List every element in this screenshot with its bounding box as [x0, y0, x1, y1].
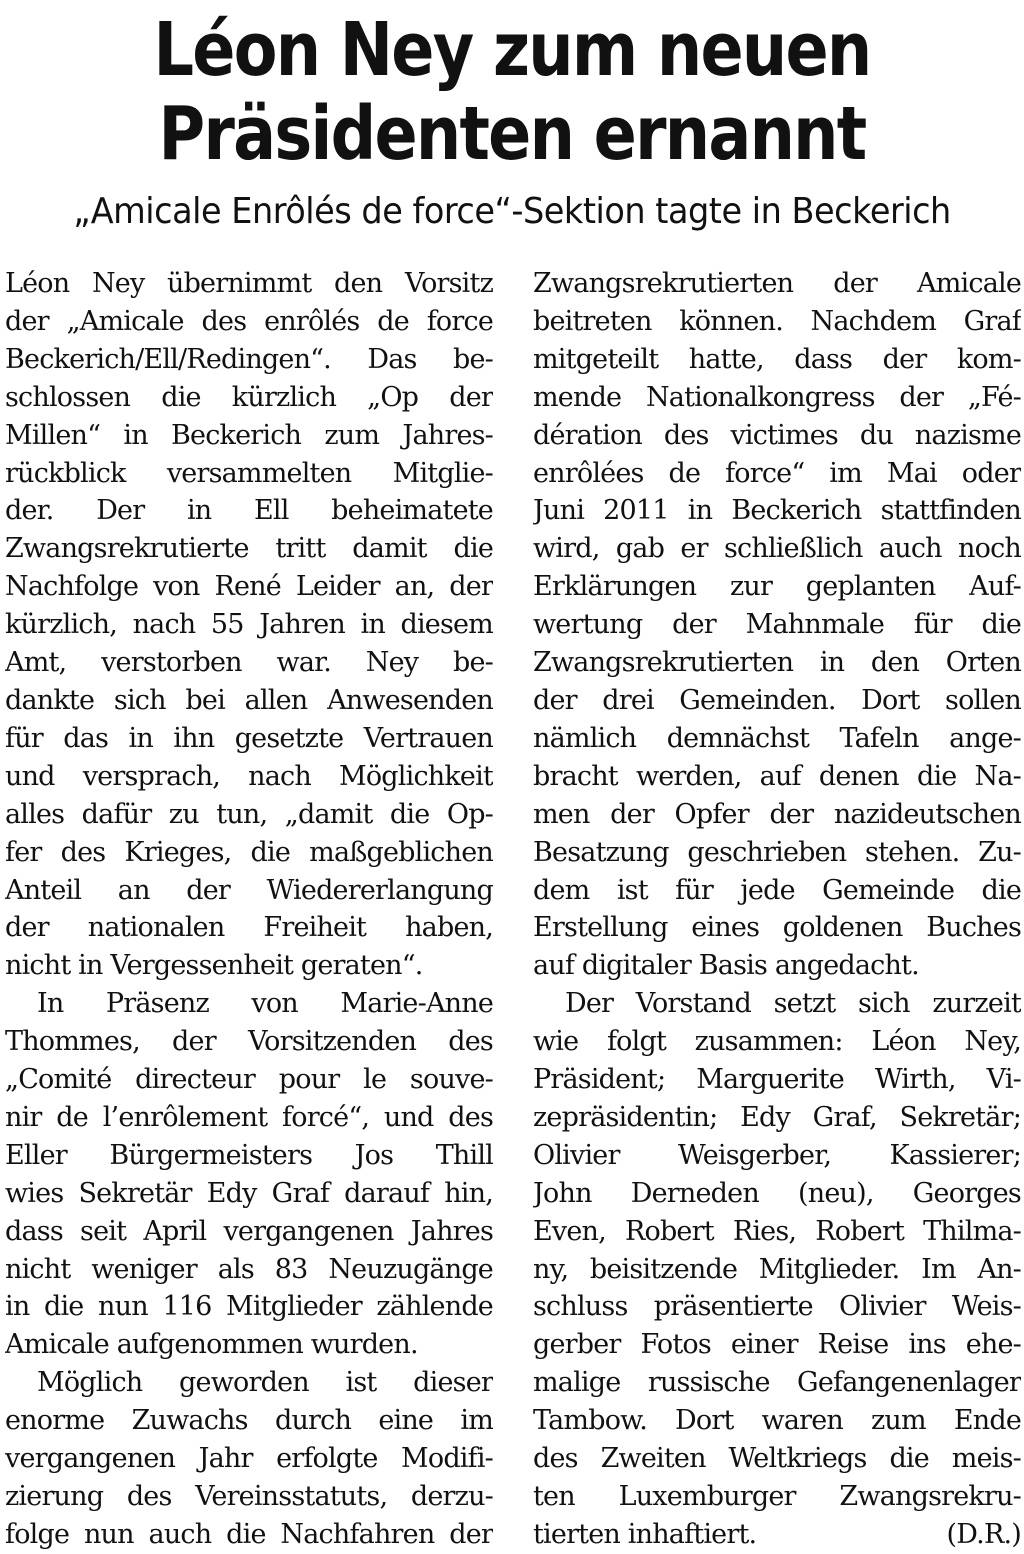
text-line: fer des Krieges, die maßgeblichen: [5, 836, 493, 868]
text-line: enorme Zuwachs durch eine im: [5, 1405, 493, 1437]
article-column-left: [5, 265, 493, 1554]
paragraph-4: [533, 985, 1021, 1554]
paragraph-3-continued: [533, 265, 1021, 985]
text-line: mitgeteilt hatte, dass der kom-: [533, 343, 1021, 375]
text-line: Anteil an der Wiedererlangung: [5, 874, 493, 906]
text-line: Millen“ in Beckerich zum Jahres-: [5, 419, 493, 451]
text-line: ny, beisitzende Mitglieder. Im An-: [533, 1253, 1021, 1285]
text-line: Präsident; Marguerite Wirth, Vi-: [533, 1064, 1021, 1096]
text-line: Tambow. Dort waren zum Ende: [533, 1405, 1021, 1437]
text-line: wies Sekretär Edy Graf darauf hin,: [5, 1177, 493, 1209]
text-line: Léon Ney übernimmt den Vorsitz: [5, 268, 493, 299]
text-line: für das in ihn gesetzte Vertrauen: [5, 722, 493, 754]
headline-line-2: Präsidenten ernannt: [158, 91, 866, 177]
text-line: der. Der in Ell beheimatete: [5, 495, 493, 527]
text-line: gerber Fotos einer Reise ins ehe-: [533, 1329, 1021, 1361]
text-line-final: [533, 1516, 1021, 1554]
text-line: nicht in Vergessenheit geraten“.: [5, 950, 423, 982]
text-line: wird, gab er schließlich auch noch: [533, 533, 1021, 565]
text-line: Nachfolge von René Leider an, der: [5, 571, 493, 603]
text-line: schlossen die kürzlich „Op der: [5, 381, 493, 413]
text-line: dem ist für jede Gemeinde die: [533, 874, 1021, 906]
text-line: Möglich geworden ist dieser: [37, 1367, 493, 1399]
paragraph-3: [5, 1364, 493, 1554]
text-line: schluss präsentierte Olivier Weis-: [533, 1291, 1021, 1323]
text-line: dass seit April vergangenen Jahres: [5, 1215, 493, 1247]
text-line: Eller Bürgermeisters Jos Thill: [5, 1139, 493, 1171]
text-line: In Präsenz von Marie-Anne: [37, 988, 493, 1020]
paragraph-2: [5, 985, 493, 1364]
text-line: Erklärungen zur geplanten Auf-: [533, 571, 1021, 603]
text-line: nämlich demnächst Tafeln ange-: [533, 722, 1021, 754]
text-line: kürzlich, nach 55 Jahren in diesem: [5, 609, 493, 641]
headline: [72, 8, 953, 176]
text-line: Olivier Weisgerber, Kassierer;: [533, 1139, 1021, 1171]
text-line: wie folgt zusammen: Léon Ney,: [533, 1026, 1021, 1058]
text-line: ten Luxemburger Zwangsrekru-: [533, 1481, 1021, 1512]
text-line: beitreten können. Nachdem Graf: [533, 305, 1021, 337]
text-line: Amt, verstorben war. Ney be-: [5, 647, 493, 679]
text-line: der „Amicale des enrôlés de force: [5, 305, 493, 337]
text-line: alles dafür zu tun, „damit die Op-: [5, 798, 493, 830]
text-line: John Derneden (neu), Georges: [533, 1177, 1021, 1209]
headline-line-1: Léon Ney zum neuen: [153, 7, 871, 93]
text-line: Amicale aufgenommen wurden.: [5, 1329, 418, 1361]
text-line: Zwangsrekrutierten der Amicale: [533, 268, 1021, 299]
text-line: Besatzung geschrieben stehen. Zu-: [533, 836, 1021, 868]
text-line: dankte sich bei allen Anwesenden: [5, 684, 493, 716]
text-line: wertung der Mahnmale für die: [533, 609, 1021, 641]
text-line: auf digitaler Basis angedacht.: [533, 950, 919, 982]
text-line: Juni 2011 in Beckerich stattfinden: [533, 495, 1021, 527]
text-line: nicht weniger als 83 Neuzugänge: [5, 1253, 493, 1285]
text-line: Der Vorstand setzt sich zurzeit: [565, 988, 1021, 1020]
text-line: Thommes, der Vorsitzenden des: [5, 1026, 493, 1058]
article-column-right: [533, 265, 1021, 1554]
text-line: des Zweiten Weltkriegs die meis-: [533, 1443, 1021, 1475]
paragraph-1: [5, 265, 493, 985]
text-line: in die nun 116 Mitglieder zählende: [5, 1291, 493, 1323]
text-line: Zwangsrekrutierte tritt damit die: [5, 533, 493, 565]
text-line: zierung des Vereinsstatuts, derzu-: [5, 1481, 493, 1512]
text-line: tierten inhaftiert.: [533, 1518, 757, 1550]
text-line: der drei Gemeinden. Dort sollen: [533, 684, 1021, 716]
text-line: und versprach, nach Möglichkeit: [5, 760, 493, 792]
text-line: „Comité directeur pour le souve-: [5, 1064, 493, 1096]
subheadline: „Amicale Enrôlés de force“-Sektion tagte in Beckerich: [73, 191, 951, 232]
text-line: nir de l’enrôlement forcé“, und des: [5, 1101, 493, 1133]
author-signature: (D.R.): [946, 1518, 1021, 1550]
text-line: men der Opfer der nazideutschen: [533, 798, 1021, 830]
text-line: bracht werden, auf denen die Na-: [533, 760, 1021, 792]
text-line: rückblick versammelten Mitglie-: [5, 457, 493, 489]
text-line: dération des victimes du nazisme: [533, 419, 1021, 451]
text-line: zepräsidentin; Edy Graf, Sekretär;: [533, 1101, 1021, 1133]
text-line: Beckerich/Ell/Redingen“. Das be-: [5, 343, 493, 375]
text-line: Erstellung eines goldenen Buches: [533, 912, 1021, 944]
text-line: der nationalen Freiheit haben,: [5, 912, 493, 944]
text-line: Even, Robert Ries, Robert Thilma-: [533, 1215, 1021, 1247]
text-line: malige russische Gefangenenlager: [533, 1367, 1021, 1399]
text-line: enrôlées de force“ im Mai oder: [533, 457, 1021, 489]
text-line: folge nun auch die Nachfahren der: [5, 1518, 493, 1550]
text-line: Zwangsrekrutierten in den Orten: [533, 647, 1021, 679]
text-line: vergangenen Jahr erfolgte Modifi-: [5, 1443, 493, 1475]
text-line: mende Nationalkongress der „Fé-: [533, 381, 1021, 413]
